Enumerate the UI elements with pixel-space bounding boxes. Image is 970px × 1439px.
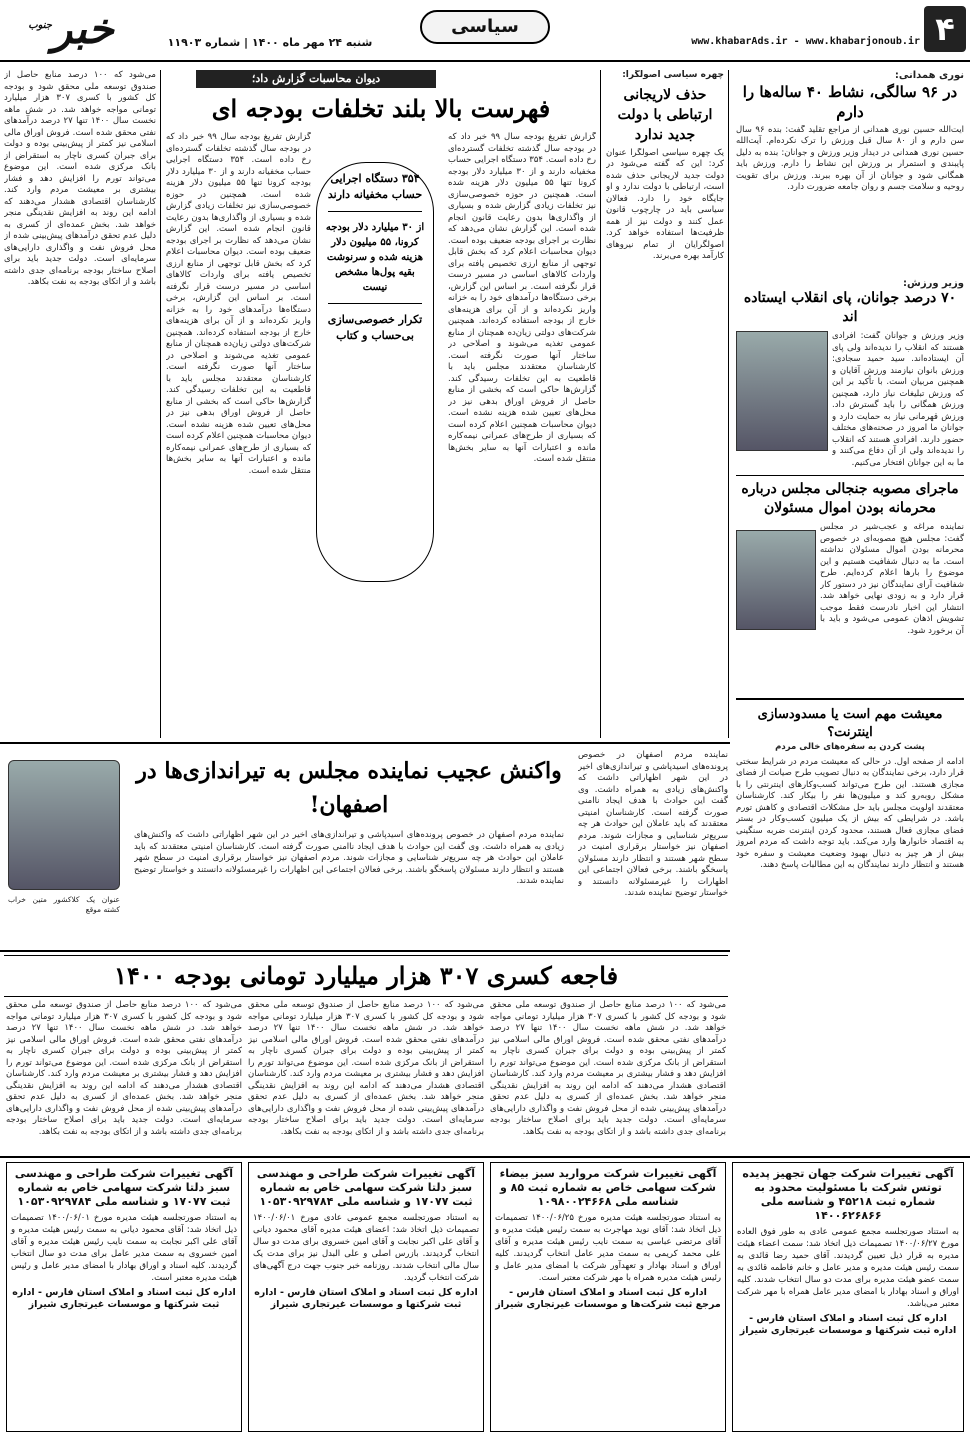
kicker: وزیر ورزش: — [903, 277, 964, 289]
legal-ad — [6, 1162, 242, 1432]
mp-photo — [736, 530, 816, 630]
divider — [736, 698, 964, 700]
highlight: از ۳۰ میلیارد دلار بودجه کرونا، ۵۵ میلیون دلار هزینه شده و سرنوشت بقیه پول‌ها مشخص نیست — [325, 222, 425, 293]
ad-title: آگهی تغییرات شرکت مروارید سبز بیضاء شرکت سهامی خاص به شماره ثبت ۸۵ و شناسه ملی ۱۰۹۸۰۰۲۴۶۶۸ — [499, 1167, 717, 1208]
headline: فاجعه کسری ۳۰۷ هزار میلیارد تومانی بودجه ۱۴۰۰ — [4, 955, 728, 997]
political-column — [606, 70, 724, 730]
issue-date: شنبه ۲۴ مهر ماه ۱۴۰۰ | شماره ۱۱۹۰۳ — [167, 36, 373, 49]
headline: حذف لاریجانی ارتباطی با دولت جدید ندارد — [617, 86, 713, 143]
divider — [736, 475, 964, 476]
headline: ماجرای مصوبه جنجالی مجلس درباره محرمانه بودن اموال مسئولان — [741, 481, 959, 516]
headline: فهرست بالا بلند تخلفات بودجه ای — [211, 94, 551, 123]
article-body: ادامه از صفحه اول. در حالی که معیشت مردم در شرایط سختی قرار دارد، برخی نمایندگان به دنبال تصویب طرح صیانت از فضای مجازی هستند. این طرح می‌تواند کسب‌وکارهای اینترنتی را با مشکل روبه‌رو کند و میلیون‌ها نفر را بیکار کند. کارشناسان معتقدند اولویت مجلس باید حل مشکلات اقتصادی و کاهش تورم باشد. در شرایطی که بیش از یک میلیون کسب‌وکار در بستر فضای مجازی فعال هستند، محدود کردن اینترنت ضربه سنگینی به اقتصاد خانوارها وارد می‌کند. باید توجه داشت که مردم امروز بیش از هر چیز به دنبال بهبود وضعیت معیشت و سفره خود هستند و انتظار دارند نمایندگان به این مطالبات پاسخ دهند. — [736, 756, 964, 870]
article-body: می‌شود که ۱۰۰ درصد منابع حاصل از صندوق توسعه ملی محقق شود و بودجه کل کشور با کسری ۳۰۷ هزار میلیارد تومانی مواجه خواهد شد. در شش ماهه نخست سال ۱۴۰۰ تنها ۲۷ درصد درآمدهای نفتی محقق شده است. فروش اوراق مالی اسلامی نیز کمتر از پیش‌بینی بوده و دولت برای جبران کسری ناچار به استقراض از بانک مرکزی شده است. این موضوع می‌تواند تورم را افزایش دهد و فشار بیشتری بر معیشت مردم وارد کند. کارشناسان اقتصادی هشدار می‌دهند که ادامه این روند به افزایش نقدینگی منجر خواهد شد. بخش عمده‌ای از کسری به دلیل عدم تحقق درآمدهای پیش‌بینی شده از محل فروش نفت و واگذاری دارایی‌های سرمایه‌ای است. دولت جدید باید برای اصلاح ساختار بودجه برنامه‌ای جدی داشته باشد و از اتکای بودجه به نفت بکاهد. — [6, 1000, 242, 1137]
article-body: گزارش تفریغ بودجه سال ۹۹ خبر داد که در بودجه سال گذشته تخلفات گسترده‌ای رخ داده است. ۳۵۴ دستگاه اجرایی حساب مخفیانه دارند و از ۳۰ میلیارد دلار بودجه کرونا تنها ۵۵ میلیون دلار هزینه شده است. همچنین در حوزه خصوصی‌سازی نیز تخلفات زیادی گزارش شده و بسیاری از واگذاری‌ها بدون رعایت قانون انجام شده است. این گزارش نشان می‌دهد که نظارت بر اجرای بودجه ضعیف بوده است. دیوان محاسبات اعلام کرد که بخش قابل توجهی از منابع ارزی تخصیص یافته برای واردات کالاهای اساسی در مسیر درست قرار نگرفته است. بر اساس این گزارش، برخی دستگاه‌ها درآمدهای خود را به خزانه واریز نکرده‌اند و از آن برای هزینه‌های خارج از بودجه استفاده کرده‌اند. همچنین شرکت‌های دولتی زیان‌ده همچنان از منابع عمومی تغذیه می‌شوند و اصلاحی در ساختار آنها صورت نگرفته است. کارشناسان معتقدند مجلس باید با قاطعیت به این تخلفات رسیدگی کند. گزارش‌ها حاکی است که بخشی از منابع حاصل از فروش اوراق بدهی نیز در محل‌های تعیین شده هزینه نشده است. دیوان محاسبات همچنین اعلام کرده است که بسیاری از طرح‌های عمرانی نیمه‌کاره مانده و اعتبارات آنها به سایر بخش‌ها منتقل شده است. — [448, 132, 596, 464]
minister-photo — [736, 331, 828, 451]
legal-ad — [732, 1162, 964, 1432]
ad-title: آگهی تغییرات شرکت جهان تجهیز پدیده توتس شرکت با مسئولیت محدود به شماره ثبت ۴۵۲۱۸ و شناسه ملی ۱۴۰۰۶۲۶۸۶۶ — [742, 1167, 954, 1222]
kicker: چهره سیاسی اصولگرا: — [622, 70, 724, 80]
ad-footer: اداره کل ثبت اسناد و املاک استان فارس - اداره ثبت شرکتها و موسسات غیرتجاری شیراز — [254, 1287, 478, 1310]
divider — [0, 950, 730, 952]
headline: ۷۰ درصد جوانان، پای انقلاب ایستاده اند — [743, 290, 957, 325]
subheadline: پشت کردن به سفره‌های خالی مردم — [775, 742, 925, 752]
divider — [0, 742, 730, 744]
ad-footer: اداره کل ثبت اسناد و املاک استان فارس - اداره ثبت شرکتها و موسسات غیرتجاری شیراز — [739, 1313, 957, 1336]
logo-sub: جنوب — [28, 20, 52, 31]
ad-body: به استناد صورتجلسه هیئت مدیره مورخ ۱۴۰۰/۰۶/۲۵ تصمیمات ذیل اتخاذ شد: آقای نوید مهاجرت به سمت رئیس هیئت مدیره و آقای مرتضی عباسی به سمت نایب رئیس هیئت مدیره و آقای علی محمد کریمی به سمت مدیر عامل انتخاب گردیدند. کلیه اوراق و اسناد بهادار و تعهدآور شرکت با امضای مدیر عامل و رئیس هیئت مدیره همراه با مهر شرکت معتبر است. — [495, 1213, 721, 1283]
ad-body: به استناد صورتجلسه هیئت مدیره مورخ ۱۴۰۰/۰۶/۰۱ تصمیمات ذیل اتخاذ شد: آقای محمود دیانی به سمت رئیس هیئت مدیره و آقای علی اکبر نجابت به سمت نایب رئیس هیئت مدیره و آقای امین خسروی به سمت مدیر عامل برای مدت دو سال انتخاب گردیدند. کلیه اسناد و اوراق بهادار با امضای مدیر عامل و رئیس هیئت مدیره معتبر است. — [11, 1213, 237, 1283]
ad-title: آگهی تغییرات شرکت طراحی و مهندسی سبز دلتا شرکت سهامی خاص به شماره ثبت ۱۷۰۷۷ و شناسه ملی ۱۰۵۳۰۹۲۹۷۸۴ — [14, 1167, 234, 1208]
column-divider — [728, 70, 729, 738]
article-body: نماینده مردم اصفهان در خصوص پرونده‌های اسیدپاشی و تیراندازی‌های اخیر در این شهر اظهاراتی داشت که واکنش‌های زیادی به همراه داشت. وی گفت این حوادث با هدف ایجاد ناامنی صورت گرفته است. کارشناسان امنیتی معتقدند که باید عاملان این حوادث هر چه سریع‌تر شناسایی و مجازات شوند. مردم اصفهان نیز خواستار برقراری امنیت در سطح شهر هستند و انتظار دارند مسئولان پاسخگو باشند. برخی فعالان اجتماعی این اظهارات را غیرمسئولانه دانستند و خواستار توضیح نماینده شدند. — [134, 830, 564, 886]
ad-title: آگهی تغییرات شرکت طراحی و مهندسی سبز دلتا شرکت سهامی خاص به شماره ثبت ۱۷۰۷۷ و شناسه ملی ۱۰۵۳۰۹۲۹۷۸۴ — [256, 1167, 476, 1208]
newspaper-logo — [6, 4, 136, 56]
right-column — [736, 70, 964, 1150]
ad-body: به استناد صورتجلسه مجمع عمومی عادی مورخ ۱۴۰۰/۰۶/۰۱ تصمیمات ذیل اتخاذ شد: اعضای هیئت مدیره آقای محمود دیانی و آقای علی اکبر نجابت و آقای امین خسروی برای مدت دو سال انتخاب گردیدند. بازرس اصلی و علی البدل نیز برای مدت یک سال مالی انتخاب شدند. روزنامه خبر جنوب جهت درج آگهی‌های شرکت انتخاب گردید. — [253, 1213, 479, 1283]
article-body: نماینده مردم اصفهان در خصوص پرونده‌های اسیدپاشی و تیراندازی‌های اخیر در این شهر اظهاراتی داشت که واکنش‌های زیادی به همراه داشت. وی گفت این حوادث با هدف ایجاد ناامنی صورت گرفته است. کارشناسان امنیتی معتقدند که باید عاملان این حوادث هر چه سریع‌تر شناسایی و مجازات شوند. مردم اصفهان نیز خواستار برقراری امنیت در سطح شهر هستند و انتظار دارند مسئولان پاسخگو باشند. برخی فعالان اجتماعی این اظهارات را غیرمسئولانه دانستند و خواستار توضیح نماینده شدند. — [578, 750, 728, 898]
page-number: ۴ — [924, 6, 966, 52]
ad-body: به استناد صورتجلسه مجمع عمومی عادی به طور فوق العاده مورخ ۱۴۰۰/۰۶/۲۷ تصمیمات ذیل اتخاذ شد: سمت اعضاء هیئت مدیره به قرار ذیل تعیین گردیدند. آقای حمید رضا قائدی به سمت رئیس هیئت مدیره و مدیر عامل و خانم فاطمه قائدی به سمت عضو هیئت مدیره برای مدت دو سال انتخاب شدند. کلیه اوراق و اسناد بهادار با امضای مدیر عامل همراه با مهر شرکت معتبر می‌باشد. — [737, 1227, 959, 1309]
cleric-photo — [8, 760, 120, 890]
highlight: تکرار خصوصی‌سازی بی‌حساب و کتاب — [327, 313, 423, 342]
article-body: می‌شود که ۱۰۰ درصد منابع حاصل از صندوق توسعه ملی محقق شود و بودجه کل کشور با کسری ۳۰۷ هزار میلیارد تومانی مواجه خواهد شد. در شش ماهه نخست سال ۱۴۰۰ تنها ۲۷ درصد درآمدهای نفتی محقق شده است. فروش اوراق مالی اسلامی نیز کمتر از پیش‌بینی بوده و دولت برای جبران کسری ناچار به استقراض از بانک مرکزی شده است. این موضوع می‌تواند تورم را افزایش دهد و فشار بیشتری بر معیشت مردم وارد کند. کارشناسان اقتصادی هشدار می‌دهند که ادامه این روند به افزایش نقدینگی منجر خواهد شد. بخش عمده‌ای از کسری به دلیل عدم تحقق درآمدهای پیش‌بینی شده از محل فروش نفت و واگذاری دارایی‌های سرمایه‌ای است. دولت جدید باید برای اصلاح ساختار بودجه برنامه‌ای جدی داشته باشد و از اتکای بودجه به نفت بکاهد. — [490, 1000, 726, 1137]
ad-footer: اداره کل ثبت اسناد و املاک استان فارس - مرجع ثبت شرکت‌ها و موسسات غیرتجاری شیراز — [495, 1287, 721, 1310]
logo-text: خبر — [51, 4, 114, 53]
ad-footer: اداره کل ثبت اسناد و املاک استان فارس - اداره ثبت شرکتها و موسسات غیرتجاری شیراز — [12, 1287, 236, 1310]
article-body: نماینده مراغه و عجب‌شیر در مجلس گفت: مجلس هیچ مصوبه‌ای در خصوص محرمانه بودن اموال مسئولان نداشته است. ما به دنبال شفافیت هستیم و این موضوع را بارها اعلام کرده‌ایم. طرح شفافیت آرای نمایندگان نیز در دستور کار قرار دارد و به زودی نهایی خواهد شد. انتشار این اخبار نادرست فقط موجب تشویش اذهان عمومی می‌شود و باید با آن برخورد شود. — [820, 522, 964, 636]
kicker: نوری همدانی: — [894, 70, 964, 81]
headline: واکنش عجیب نماینده مجلس به تیراندازی‌ها در اصفهان! — [136, 758, 562, 818]
article-body: آیت‌الله حسین نوری همدانی از مراجع تقلید گفت: بنده ۹۶ سال سن دارم و از ۸۰ سال قبل ورزش را ترک نکرده‌ام. آیت‌الله حسین نوری همدانی در دیدار وزیر ورزش و جوانان: بنده به دلیل پایبندی و استمرار بر ورزش این نشاط را دارم. ورزش باید همگانی شود و جوانان از آن بهره ببرند. ورزش برای تقویت روحیه و سلامت جسم و روان جامعه ضرورت دارد. — [736, 124, 964, 192]
article-body: گزارش تفریغ بودجه سال ۹۹ خبر داد که در بودجه سال گذشته تخلفات گسترده‌ای رخ داده است. ۳۵۴ دستگاه اجرایی حساب مخفیانه دارند و از ۳۰ میلیارد دلار بودجه کرونا تنها ۵۵ میلیون دلار هزینه شده است. همچنین در حوزه خصوصی‌سازی نیز تخلفات زیادی گزارش شده و بسیاری از واگذاری‌ها بدون رعایت قانون انجام شده است. این گزارش نشان می‌دهد که نظارت بر اجرای بودجه ضعیف بوده است. دیوان محاسبات اعلام کرد که بخش قابل توجهی از منابع ارزی تخصیص یافته برای واردات کالاهای اساسی در مسیر درست قرار نگرفته است. بر اساس این گزارش، برخی دستگاه‌ها درآمدهای خود را به خزانه واریز نکرده‌اند و از آن برای هزینه‌های خارج از بودجه استفاده کرده‌اند. همچنین شرکت‌های دولتی زیان‌ده همچنان از منابع عمومی تغذیه می‌شوند و اصلاحی در ساختار آنها صورت نگرفته است. کارشناسان معتقدند مجلس باید با قاطعیت به این تخلفات رسیدگی کند. گزارش‌ها حاکی است که بخشی از منابع حاصل از فروش اوراق بدهی نیز در محل‌های تعیین شده هزینه نشده است. دیوان محاسبات همچنین اعلام کرده است که بسیاری از طرح‌های عمرانی نیمه‌کاره مانده و اعتبارات آنها به سایر بخش‌ها منتقل شده است. — [166, 132, 311, 476]
photo-caption: عنوان یک کلاکشور متین خراب کشته موقع — [8, 895, 120, 914]
headline: معیشت مهم است یا مسدودسازی اینترنت؟ — [757, 707, 943, 740]
column-divider — [160, 70, 161, 738]
article-body: یک چهره سیاسی اصولگرا عنوان کرد: این که گفته می‌شود در دولت جدید لاریجانی حذف شده است، ارتباطی با دولت ندارد و او جایگاه خود را دارد. فعالان سیاسی باید در چارچوب قانون عمل کنند و دولت نیز از همه ظرفیت‌ها استفاده خواهد کرد. اصولگرایان از تمام نیروهای کارآمد بهره می‌برند. — [606, 147, 724, 261]
column-divider — [600, 70, 601, 738]
kicker: دیوان محاسبات گزارش داد؛ — [196, 70, 436, 88]
left-column — [4, 70, 156, 735]
site-urls[interactable]: www.khabarAds.ir - www.khabarjonoub.ir — [691, 36, 920, 47]
highlight: ۳۵۴ دستگاه اجرایی حساب مخفیانه دارند — [327, 172, 423, 201]
legal-ad — [490, 1162, 726, 1432]
divider — [328, 211, 422, 212]
article-body: می‌شود که ۱۰۰ درصد منابع حاصل از صندوق توسعه ملی محقق شود و بودجه کل کشور با کسری ۳۰۷ هزار میلیارد تومانی مواجه خواهد شد. در شش ماهه نخست سال ۱۴۰۰ تنها ۲۷ درصد درآمدهای نفتی محقق شده است. فروش اوراق مالی اسلامی نیز کمتر از پیش‌بینی بوده و دولت برای جبران کسری ناچار به استقراض از بانک مرکزی شده است. این موضوع می‌تواند تورم را افزایش دهد و فشار بیشتری بر معیشت مردم وارد کند. کارشناسان اقتصادی هشدار می‌دهند که ادامه این روند به افزایش نقدینگی منجر خواهد شد. بخش عمده‌ای از کسری به دلیل عدم تحقق درآمدهای پیش‌بینی شده از محل فروش نفت و واگذاری دارایی‌های سرمایه‌ای است. دولت جدید باید برای اصلاح ساختار بودجه برنامه‌ای جدی داشته باشد و از اتکای بودجه به نفت بکاهد. — [4, 70, 156, 287]
section-title: سیاسی — [420, 10, 550, 44]
divider — [0, 1156, 970, 1158]
headline: در ۹۶ سالگی، نشاط ۴۰ ساله‌ها را دارم — [742, 82, 958, 121]
legal-ad — [248, 1162, 484, 1432]
article-body: می‌شود که ۱۰۰ درصد منابع حاصل از صندوق توسعه ملی محقق شود و بودجه کل کشور با کسری ۳۰۷ هزار میلیارد تومانی مواجه خواهد شد. در شش ماهه نخست سال ۱۴۰۰ تنها ۲۷ درصد درآمدهای نفتی محقق شده است. فروش اوراق مالی اسلامی نیز کمتر از پیش‌بینی بوده و دولت برای جبران کسری ناچار به استقراض از بانک مرکزی شده است. این موضوع می‌تواند تورم را افزایش دهد و فشار بیشتری بر معیشت مردم وارد کند. کارشناسان اقتصادی هشدار می‌دهند که ادامه این روند به افزایش نقدینگی منجر خواهد شد. بخش عمده‌ای از کسری به دلیل عدم تحقق درآمدهای پیش‌بینی شده از محل فروش نفت و واگذاری دارایی‌های سرمایه‌ای است. دولت جدید باید برای اصلاح ساختار بودجه برنامه‌ای جدی داشته باشد و از اتکای بودجه به نفت بکاهد. — [248, 1000, 484, 1137]
highlight-box — [316, 162, 434, 582]
main-story — [166, 70, 596, 735]
divider — [328, 303, 422, 304]
article-body: وزیر ورزش و جوانان گفت: افرادی هستند که انقلاب را ندیده‌اند ولی پای آن ایستاده‌اند. سید حمید سجادی: ورزش بانوان نیازمند ورزش آقایان و همچنین مربیان است. با تأکید بر این که ورزش تبلیغات نیاز دارد، همچنین ورزش همگانی را باید گسترش داد. ورزش قهرمانی نیاز به حمایت دارد و جوانان ما امروز در صحنه‌های مختلف حضور دارند. افرادی هستند که انقلاب را ندیده‌اند ولی از آن دفاع می‌کنند و ما به این جوانان افتخار می‌کنیم. — [832, 331, 964, 468]
middle-story — [4, 750, 728, 945]
